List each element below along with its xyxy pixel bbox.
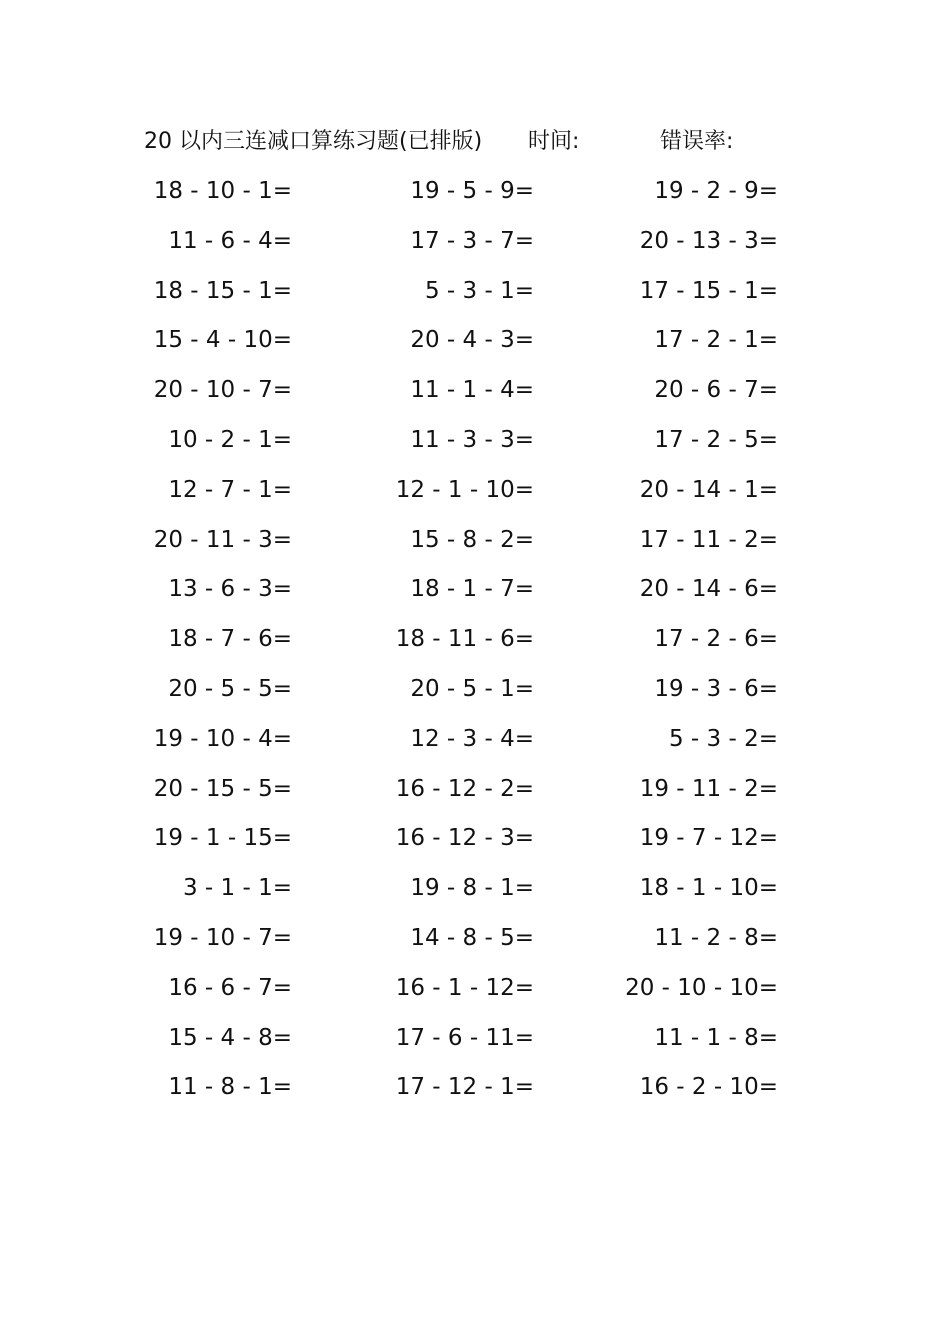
- problem-item: 16 - 12 - 3=: [395, 825, 534, 852]
- problem-item: 15 - 8 - 2=: [410, 526, 534, 553]
- problem-item: 17 - 6 - 11=: [395, 1024, 534, 1051]
- problem-item: 18 - 1 - 7=: [410, 576, 534, 603]
- problem-row: [0, 723, 950, 773]
- problem-row: [0, 1071, 950, 1121]
- problem-row: [0, 922, 950, 972]
- problem-item: 20 - 5 - 5=: [168, 675, 292, 702]
- problem-row: [0, 573, 950, 623]
- problem-row: [0, 275, 950, 325]
- worksheet-title: 20 以内三连减口算练习题(已排版): [144, 129, 483, 154]
- problem-item: 12 - 1 - 10=: [395, 476, 534, 503]
- problem-item: 17 - 2 - 5=: [654, 426, 778, 453]
- problem-item: 19 - 10 - 7=: [153, 924, 292, 951]
- problem-row: [0, 822, 950, 872]
- problem-row: [0, 673, 950, 723]
- problem-item: 17 - 12 - 1=: [395, 1074, 534, 1101]
- problem-item: 20 - 10 - 10=: [625, 974, 778, 1001]
- problem-grid: [0, 175, 950, 1121]
- problem-item: 20 - 10 - 7=: [153, 377, 292, 404]
- problem-item: 15 - 4 - 10=: [153, 327, 292, 354]
- problem-item: 17 - 15 - 1=: [639, 277, 778, 304]
- problem-item: 16 - 1 - 12=: [395, 974, 534, 1001]
- problem-item: 19 - 7 - 12=: [639, 825, 778, 852]
- problem-row: [0, 1022, 950, 1072]
- problem-row: [0, 374, 950, 424]
- problem-item: 16 - 2 - 10=: [639, 1074, 778, 1101]
- problem-item: 20 - 15 - 5=: [153, 775, 292, 802]
- problem-row: [0, 225, 950, 275]
- problem-item: 16 - 12 - 2=: [395, 775, 534, 802]
- problem-item: 20 - 4 - 3=: [410, 327, 534, 354]
- problem-item: 13 - 6 - 3=: [168, 576, 292, 603]
- time-label: 时间:: [528, 129, 580, 154]
- problem-item: 19 - 3 - 6=: [654, 675, 778, 702]
- problem-item: 19 - 5 - 9=: [410, 178, 534, 204]
- problem-item: 19 - 8 - 1=: [410, 875, 534, 902]
- problem-item: 17 - 2 - 1=: [654, 327, 778, 354]
- problem-item: 17 - 3 - 7=: [410, 227, 534, 254]
- problem-row: [0, 324, 950, 374]
- problem-item: 18 - 10 - 1=: [153, 178, 292, 204]
- problem-item: 19 - 2 - 9=: [654, 178, 778, 204]
- problem-item: 19 - 11 - 2=: [639, 775, 778, 802]
- problem-item: 20 - 11 - 3=: [153, 526, 292, 553]
- problem-item: 11 - 8 - 1=: [168, 1074, 292, 1101]
- problem-row: [0, 175, 950, 225]
- problem-item: 11 - 6 - 4=: [168, 227, 292, 254]
- problem-item: 11 - 1 - 8=: [654, 1024, 778, 1051]
- problem-item: 14 - 8 - 5=: [410, 924, 534, 951]
- problem-item: 11 - 3 - 3=: [410, 426, 534, 453]
- problem-item: 19 - 10 - 4=: [153, 725, 292, 752]
- problem-item: 16 - 6 - 7=: [168, 974, 292, 1001]
- problem-row: [0, 474, 950, 524]
- problem-item: 5 - 3 - 1=: [424, 277, 534, 304]
- error-rate-label: 错误率:: [660, 129, 734, 154]
- problem-item: 3 - 1 - 1=: [182, 875, 292, 902]
- problem-row: [0, 872, 950, 922]
- problem-item: 12 - 3 - 4=: [410, 725, 534, 752]
- problem-item: 18 - 7 - 6=: [168, 626, 292, 653]
- problem-row: [0, 773, 950, 823]
- problem-item: 19 - 1 - 15=: [153, 825, 292, 852]
- problem-row: [0, 623, 950, 673]
- problem-item: 18 - 15 - 1=: [153, 277, 292, 304]
- problem-item: 5 - 3 - 2=: [668, 725, 778, 752]
- problem-item: 20 - 5 - 1=: [410, 675, 534, 702]
- problem-item: 11 - 1 - 4=: [410, 377, 534, 404]
- problem-item: 20 - 14 - 6=: [639, 576, 778, 603]
- problem-row: [0, 424, 950, 474]
- problem-item: 10 - 2 - 1=: [168, 426, 292, 453]
- problem-item: 18 - 11 - 6=: [395, 626, 534, 653]
- problem-item: 11 - 2 - 8=: [654, 924, 778, 951]
- problem-item: 20 - 6 - 7=: [654, 377, 778, 404]
- problem-item: 17 - 11 - 2=: [639, 526, 778, 553]
- problem-item: 20 - 13 - 3=: [639, 227, 778, 254]
- problem-item: 20 - 14 - 1=: [639, 476, 778, 503]
- problem-row: [0, 524, 950, 574]
- problem-item: 18 - 1 - 10=: [639, 875, 778, 902]
- problem-item: 15 - 4 - 8=: [168, 1024, 292, 1051]
- problem-item: 12 - 7 - 1=: [168, 476, 292, 503]
- problem-item: 17 - 2 - 6=: [654, 626, 778, 653]
- problem-row: [0, 972, 950, 1022]
